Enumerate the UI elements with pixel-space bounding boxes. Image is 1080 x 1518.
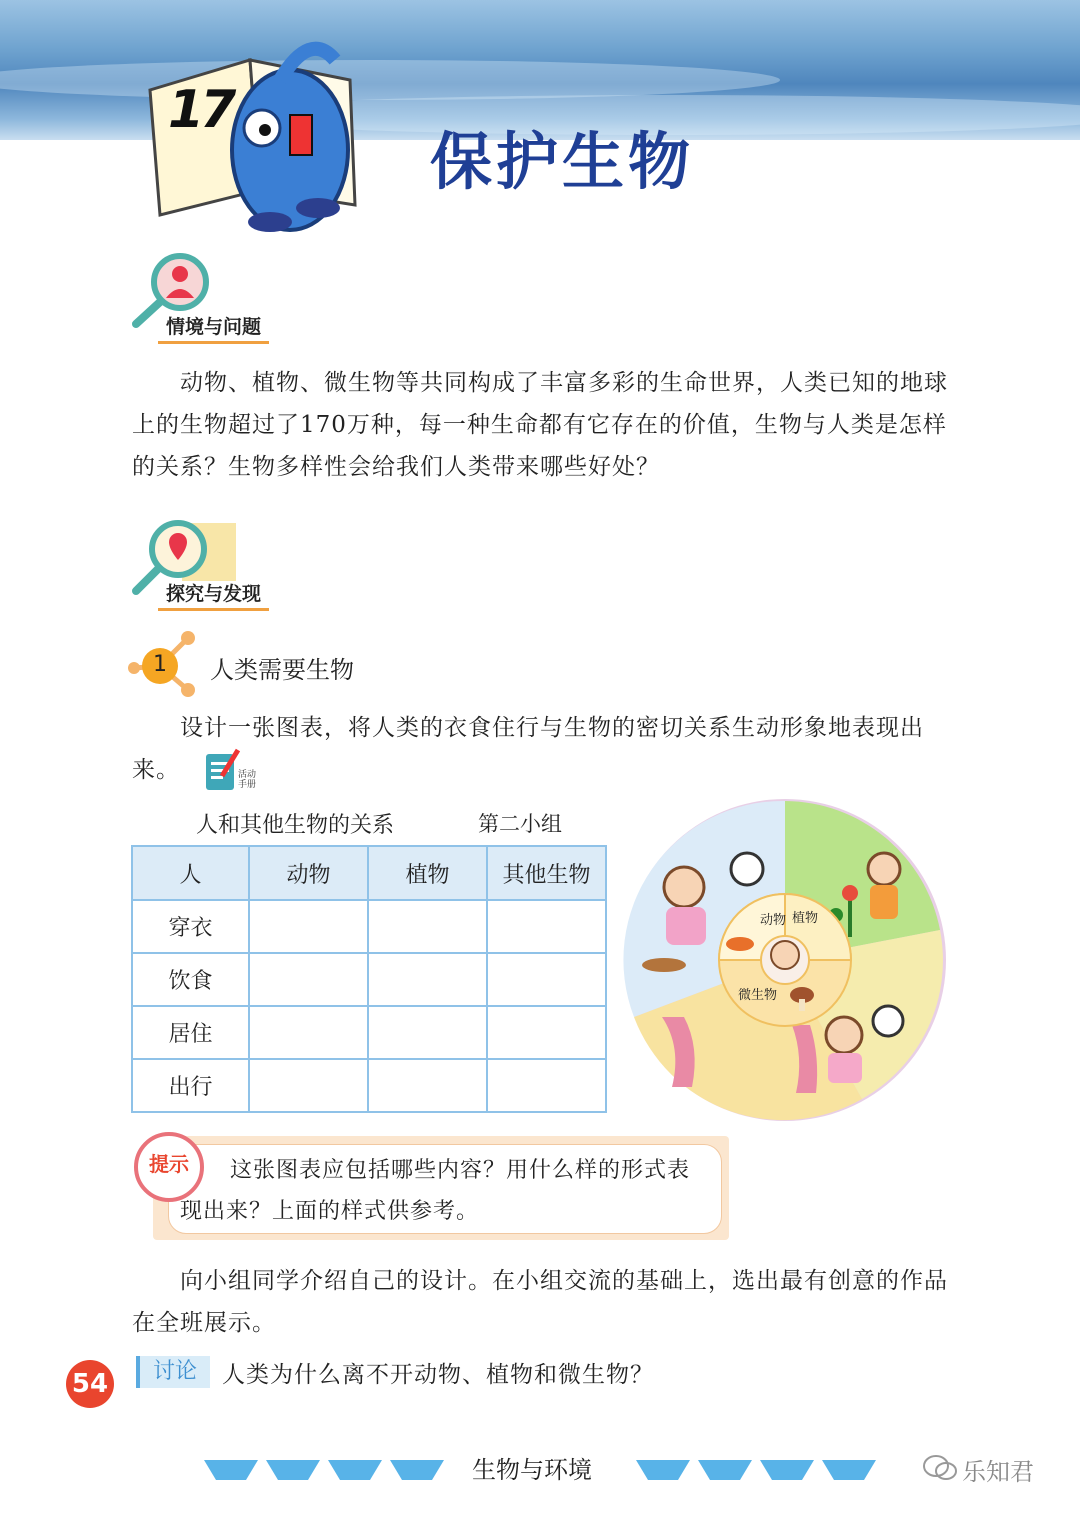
activity-instruction: 设计一张图表，将人类的衣食住行与生物的密切关系生动形象地表现出来。 — [132, 715, 924, 783]
hint-text: 这张图表应包括哪些内容？用什么样的形式表现出来？上面的样式供参考。 — [180, 1158, 691, 1224]
table-caption: 人和其他生物的关系 — [196, 813, 395, 838]
diagram-label-plants: 植物 — [792, 911, 819, 926]
table-cell[interactable] — [368, 953, 487, 1006]
row-label-clothing: 穿衣 — [132, 900, 249, 953]
table-row — [132, 1006, 606, 1059]
activity-number: 1 — [153, 652, 167, 677]
wechat-icon — [922, 1452, 958, 1484]
row-label-housing: 居住 — [132, 1006, 249, 1059]
section-label-explore: 探究与发现 — [158, 577, 269, 611]
table-cell[interactable] — [249, 1006, 368, 1059]
context-paragraph: 动物、植物、微生物等共同构成了丰富多彩的生命世界，人类已知的地球上的生物超过了170万种，每一种生命都有它存在的价值，生物与人类是怎样的关系？生物多样性会给我们人类带来哪些好处？ — [132, 370, 948, 480]
table-cell[interactable] — [487, 900, 606, 953]
header-cell-plants: 植物 — [368, 846, 487, 900]
row-label-food: 饮食 — [132, 953, 249, 1006]
diagram-label-animals: 动物 — [760, 913, 787, 928]
table-cell[interactable] — [368, 1059, 487, 1112]
closing-paragraph: 向小组同学介绍自己的设计。在小组交流的基础上，选出最有创意的作品在全班展示。 — [132, 1268, 948, 1336]
table-cell[interactable] — [368, 900, 487, 953]
discussion-question: 人类为什么离不开动物、植物和微生物？ — [222, 1362, 654, 1388]
header-cell-person: 人 — [132, 846, 249, 900]
table-cell[interactable] — [487, 1059, 606, 1112]
chapter-number: 17 — [168, 80, 233, 140]
handbook-icon — [204, 746, 240, 792]
handbook-label: 活动手册 — [238, 770, 257, 790]
table-header-row — [132, 846, 606, 900]
table-row — [132, 953, 606, 1006]
hint-label: 提示 — [149, 1152, 189, 1176]
life-circle-diagram — [622, 797, 948, 1123]
page-title: 保护生物 — [430, 125, 695, 198]
activity-title: 人类需要生物 — [210, 656, 354, 684]
row-label-travel: 出行 — [132, 1059, 249, 1112]
table-group: 第二小组 — [478, 812, 562, 836]
relationship-table — [131, 845, 607, 1113]
table-cell[interactable] — [249, 900, 368, 953]
table-cell[interactable] — [487, 1006, 606, 1059]
table-row — [132, 900, 606, 953]
mascot-book-illustration — [140, 40, 370, 240]
section-label-context: 情境与问题 — [158, 310, 269, 344]
header-cell-animals: 动物 — [249, 846, 368, 900]
watermark-text: 乐知君 — [962, 1458, 1034, 1486]
discussion-label: 讨论 — [136, 1356, 210, 1388]
footer-boats-left — [200, 1450, 450, 1484]
table-cell[interactable] — [249, 1059, 368, 1112]
table-row — [132, 1059, 606, 1112]
table-cell[interactable] — [249, 953, 368, 1006]
footer-boats-right — [632, 1450, 882, 1484]
page-number: 54 — [66, 1360, 114, 1408]
footer-book-title: 生物与环境 — [472, 1456, 592, 1484]
header-cell-other: 其他生物 — [487, 846, 606, 900]
table-cell[interactable] — [368, 1006, 487, 1059]
table-cell[interactable] — [487, 953, 606, 1006]
diagram-label-microbes: 微生物 — [738, 988, 778, 1003]
